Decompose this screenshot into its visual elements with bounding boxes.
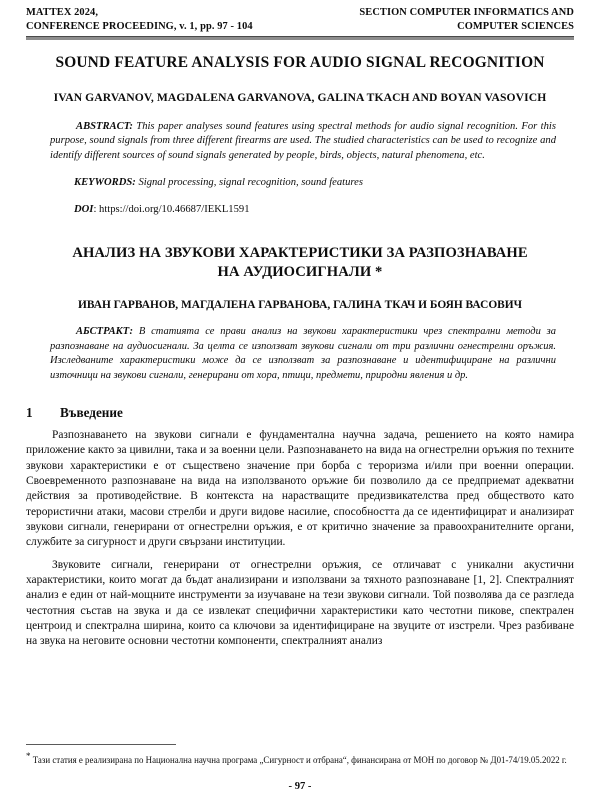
running-head	[26, 6, 574, 33]
paper-title-bulgarian-line2: НА АУДИОСИГНАЛИ *	[217, 264, 383, 281]
running-head-left	[26, 6, 253, 33]
doi-value[interactable]: : https://doi.org/10.46687/IEKL1591	[93, 204, 250, 216]
section-heading-introduction	[26, 405, 574, 421]
authors-bulgarian: ИВАН ГАРВАНОВ, МАГДАЛЕНА ГАРВАНОВА, ГАЛИНА ТКАЧ И БОЯН ВАСОВИЧ	[78, 299, 522, 312]
header-divider	[26, 36, 574, 40]
keywords-english	[74, 176, 556, 190]
running-head-right-line1: SECTION COMPUTER INFORMATICS AND	[359, 7, 574, 18]
footnote-block	[26, 744, 574, 766]
footnote-body: Тази статия е реализирана по Национална научна програма „Сигурност и отбрана“, финансирана от МОН по договор № Д01-74/19.05.2022 г.	[30, 754, 567, 765]
abstract-label-english: ABSTRACT:	[76, 120, 133, 132]
abstract-label-bulgarian: АБСТРАКТ:	[76, 326, 134, 338]
running-head-left-line2: CONFERENCE PROCEEDING, v. 1, pp. 97 - 104	[26, 20, 253, 32]
body-paragraph-1: Разпознаването на звукови сигнали е фундаментална научна задача, решението на която намира приложение както за цивилни, така и за военни цели. Разпознаването на вида на огнестрелни оръжия по техните звукови характеристики е от съществено значение при борба с тероризма и/или при военни операции. Своевременното разпознаване на вида на използваното оръжие би позволило да се предприемат адекватни действия за противодействие. В контекста на нарастващите предизвикателства пред обществото като терористични атаки, масови стрелби и други видове насилие, способността да се идентифицират и анализират звукови сигнали, генерирани от огнестрелни оръжия, е от критично значение за правоохранителните органи, службите за сигурност и други свързани институции.	[26, 429, 574, 549]
footnote-divider	[26, 744, 176, 745]
section-number: 1	[26, 405, 33, 421]
running-head-right-line2: COMPUTER SCIENCES	[457, 20, 574, 32]
abstract-text-bulgarian: В статията се прави анализ на звукови характеристики чрез спектрални методи за разпознаване на аудиосигнали. За целта се използват звукови сигнали от три различни огнестрелни оръжия. Изследваните характеристики може да се използват за разпознаване и идентифициране на различни източници на звукови сигнали, генерирани от хора, птици, предмети, природни явления и др.	[50, 326, 556, 381]
footnote-text	[26, 750, 574, 766]
paper-title-bulgarian-line1: АНАЛИЗ НА ЗВУКОВИ ХАРАКТЕРИСТИКИ ЗА РАЗПОЗНАВАНЕ	[72, 244, 528, 261]
running-head-right	[359, 6, 574, 33]
body-paragraph-2: Звуковите сигнали, генерирани от огнестрелни оръжия, се отличават с уникални акустични характеристики, които могат да бъдат анализирани и използвани за тяхното разпознаване [1, 2]. Спектралният анализ е един от най-мощните инструменти за изучаване на тези звукови сигнали. Той позволява да се разгледа честотния състав на звука и да се извлекат специфични характеристики като честотни пикове, спектрален центроид и спектрална ширина, които са ключови за идентифициране на звуците от изстрели. Чрез разбиване на звука на неговите основни честотни компоненти, спектралният анализ	[26, 558, 574, 648]
page-number: - 97 -	[288, 781, 312, 792]
paper-title-english: SOUND FEATURE ANALYSIS FOR AUDIO SIGNAL RECOGNITION	[55, 54, 545, 72]
abstract-bulgarian	[50, 325, 556, 383]
abstract-english	[50, 120, 556, 163]
doi-label: DOI	[74, 204, 94, 216]
running-head-left-line1: MATTEX 2024,	[26, 7, 99, 18]
abstract-text-english: This paper analyses sound features using spectral methods for audio signal recognition. For this purpose, sound signals from three different firearms are used. The studied characteristics can be used to recognize and identify different sources of sound signals generated by people, birds, objects, natural phenomena, etc.	[50, 120, 556, 161]
authors-english: IVAN GARVANOV, MAGDALENA GARVANOVA, GALINA TKACH AND BOYAN VASOVICH	[53, 90, 547, 104]
doi-line	[74, 203, 556, 217]
keywords-text: Signal processing, signal recognition, sound features	[135, 177, 363, 189]
paper-title-bulgarian	[32, 244, 568, 283]
section-title: Въведение	[60, 405, 123, 421]
keywords-label: KEYWORDS:	[74, 177, 136, 189]
footnote-marker: *	[26, 751, 31, 762]
